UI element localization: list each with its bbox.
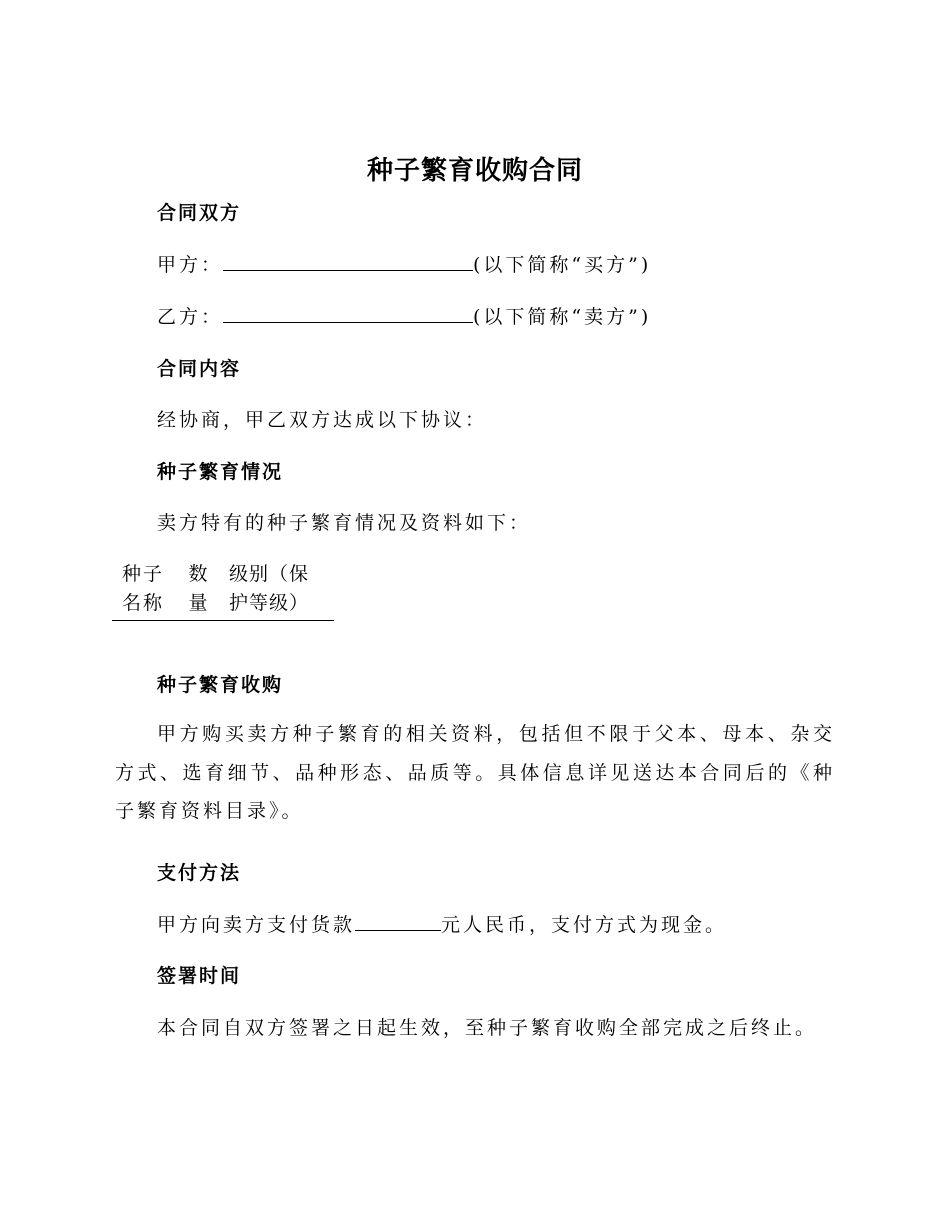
party-b-line xyxy=(157,302,651,329)
payment-line xyxy=(157,910,727,937)
section-heading-content: 合同内容 xyxy=(157,358,242,380)
payment-amount-blank xyxy=(355,910,441,931)
table-header-level: 级别（保 护等级） xyxy=(229,563,310,614)
party-b-suffix: (以下简称“卖方”) xyxy=(473,306,652,328)
document-title: 种子繁育收购合同 xyxy=(366,156,583,186)
seed-table xyxy=(112,560,334,621)
payment-text-before: 甲方向卖方支付货款 xyxy=(157,914,356,936)
party-a-suffix: (以下简称“买方”) xyxy=(473,254,652,276)
signing-text: 本合同自双方签署之日起生效，至种子繁育收购全部完成之后终止。 xyxy=(157,1017,818,1039)
party-a-blank xyxy=(223,250,473,271)
party-a-line xyxy=(157,250,651,277)
section-heading-signing: 签署时间 xyxy=(157,965,242,987)
party-a-label: 甲方： xyxy=(157,254,224,276)
breeding-text: 卖方特有的种子繁育情况及资料如下： xyxy=(157,512,532,534)
payment-text-after: 元人民币，支付方式为现金。 xyxy=(441,914,728,936)
party-b-blank xyxy=(223,302,473,323)
content-text: 经协商，甲乙双方达成以下协议： xyxy=(157,409,488,431)
section-heading-payment: 支付方法 xyxy=(157,862,242,884)
party-b-label: 乙方： xyxy=(157,306,224,328)
table-header-quantity: 数 量 xyxy=(188,563,208,614)
table-header-seed-name: 种子 名称 xyxy=(122,563,165,614)
purchase-text: 甲方购买卖方种子繁育的相关资料，包括但不限于父本、母本、杂交方式、选育细节、品种形态、品质等。具体信息详见送达本合同后的《种子繁育资料目录》。 xyxy=(115,723,835,822)
section-heading-breeding: 种子繁育情况 xyxy=(157,461,284,483)
section-heading-parties: 合同双方 xyxy=(157,202,242,224)
section-heading-purchase: 种子繁育收购 xyxy=(157,674,284,696)
